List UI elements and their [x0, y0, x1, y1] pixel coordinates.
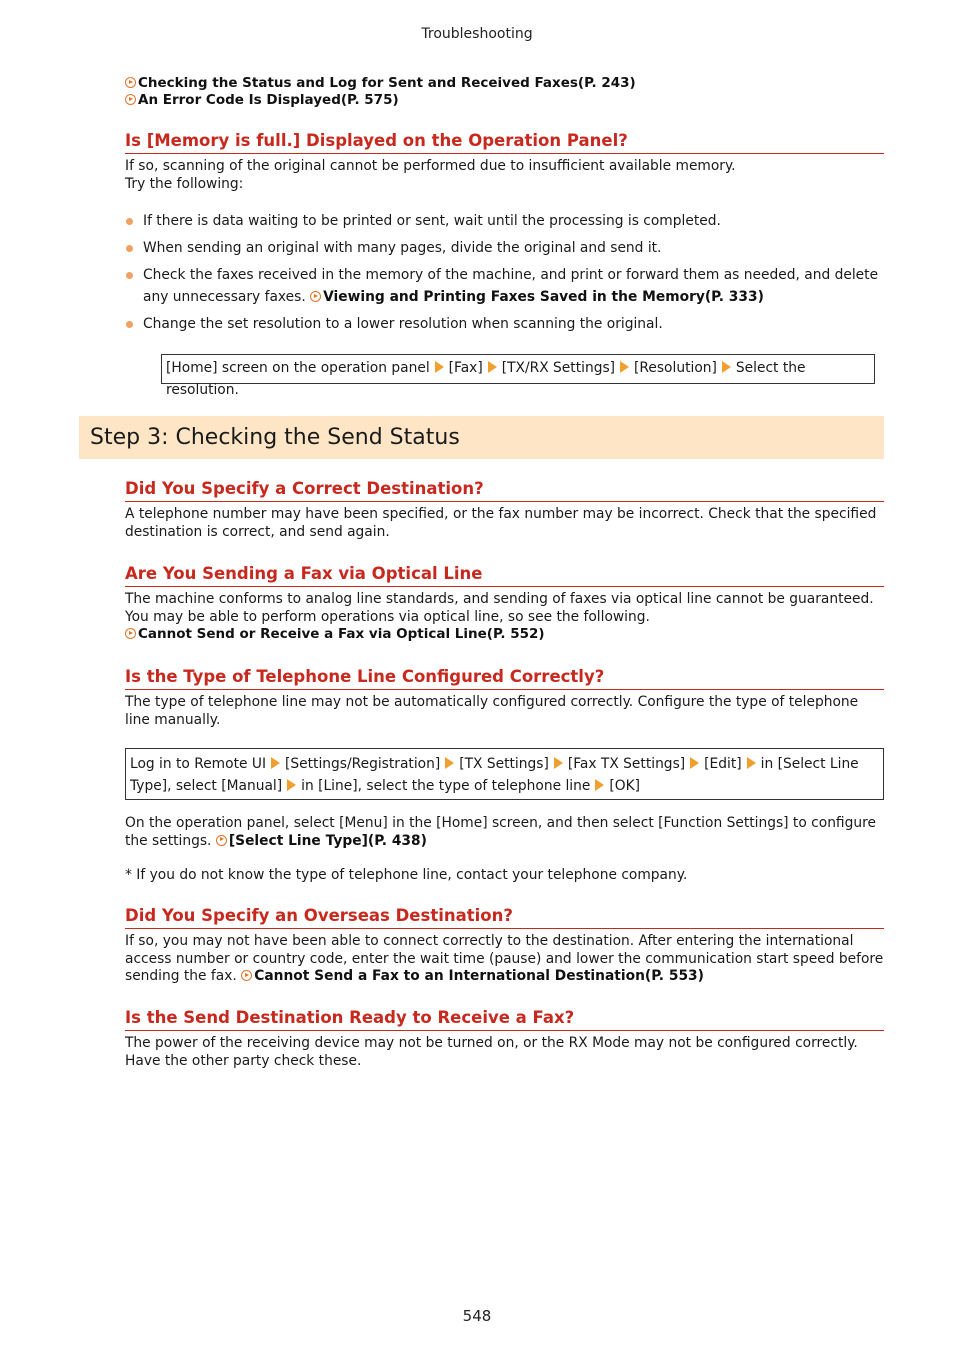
arrow-right-icon: [620, 361, 629, 373]
arrow-right-icon: [595, 779, 604, 791]
related-links: [125, 75, 884, 109]
step-banner: Step 3: Checking the Send Status: [79, 416, 884, 459]
section-heading: Is the Type of Telephone Line Configured Correctly?: [125, 667, 884, 690]
note: * If you do not know the type of telephone line, contact your telephone company.: [125, 867, 688, 883]
arrow-right-icon: [287, 779, 296, 791]
link-arrow-icon: [310, 291, 321, 302]
memory-full-section: [125, 131, 884, 340]
section-heading: Did You Specify an Overseas Destination?: [125, 906, 884, 929]
page-number: 548: [462, 1307, 492, 1325]
optical-line-link[interactable]: Cannot Send or Receive a Fax via Optical Line(P. 552): [125, 626, 884, 643]
arrow-right-icon: [747, 757, 756, 769]
page-header: Troubleshooting: [421, 26, 533, 42]
list-item: If there is data waiting to be printed or sent, wait until the processing is completed.: [125, 210, 884, 232]
paragraph: The power of the receiving device may not be turned on, or the RX Mode may not be configured correctly. Have the other party check these.: [125, 1035, 858, 1069]
link-arrow-icon: [125, 628, 136, 639]
arrow-right-icon: [271, 757, 280, 769]
link-arrow-icon: [241, 970, 252, 981]
list-item: Change the set resolution to a lower resolution when scanning the original.: [125, 313, 884, 335]
destination-section: [125, 479, 884, 541]
arrow-right-icon: [445, 757, 454, 769]
arrow-right-icon: [722, 361, 731, 373]
memory-link[interactable]: Viewing and Printing Faxes Saved in the Memory(P. 333): [310, 289, 764, 305]
select-line-type-link[interactable]: [Select Line Type](P. 438): [216, 833, 427, 849]
arrow-right-icon: [690, 757, 699, 769]
bullet-list: [125, 210, 884, 335]
paragraph: The type of telephone line may not be automatically configured correctly. Configure the type of telephone line manually.: [125, 694, 859, 728]
arrow-right-icon: [435, 361, 444, 373]
destination-ready-section: [125, 1008, 884, 1070]
paragraph: If so, scanning of the original cannot be performed due to insufficient available memory.: [125, 158, 736, 174]
section-heading: Is the Send Destination Ready to Receive a Fax?: [125, 1008, 884, 1031]
paragraph: Try the following:: [125, 175, 244, 192]
link-arrow-icon: [125, 94, 136, 105]
list-item: When sending an original with many pages, divide the original and send it.: [125, 237, 884, 259]
section-heading: Are You Sending a Fax via Optical Line: [125, 564, 884, 587]
paragraph: On the operation panel, select [Menu] in the [Home] screen, and then select [Function Settings] to configure the settings. [Select Line Type](P. 438): [125, 815, 876, 849]
list-item: Check the faxes received in the memory of the machine, and print or forward them as needed, and delete any unnecessary faxes. Viewing and Printing Faxes Saved in the Memory(P. 333): [125, 264, 884, 308]
section-heading: Is [Memory is full.] Displayed on the Operation Panel?: [125, 131, 884, 154]
paragraph: If so, you may not have been able to connect correctly to the destination. After entering the international access number or country code, enter the wait time (pause) and lower the communication start speed before sending the fax. Cannot Send a Fax to an International Destination(P. 553): [125, 933, 884, 984]
paragraph: A telephone number may have been specified, or the fax number may be incorrect. Check that the specified destination is correct, and send again.: [125, 506, 877, 540]
line-type-section: [125, 667, 884, 729]
optical-line-section: [125, 564, 884, 643]
paragraph: The machine conforms to analog line standards, and sending of faxes via optical line cannot be guaranteed. You may be able to perform operations via optical line, so see the following.: [125, 591, 874, 625]
link-arrow-icon: [216, 835, 227, 846]
related-link[interactable]: Checking the Status and Log for Sent and Received Faxes(P. 243): [125, 75, 884, 92]
international-destination-link[interactable]: Cannot Send a Fax to an International Destination(P. 553): [241, 968, 704, 984]
arrow-right-icon: [488, 361, 497, 373]
resolution-procedure-box: [Home] screen on the operation panel [Fax] [TX/RX Settings] [Resolution] Select the resolution.: [161, 354, 875, 384]
arrow-right-icon: [554, 757, 563, 769]
remote-ui-procedure-box: Log in to Remote UI [Settings/Registration] [TX Settings] [Fax TX Settings] [Edit] in [Select Line Type], select [Manual] in [Line], select the type of telephone line [OK]: [125, 748, 884, 800]
overseas-section: [125, 906, 884, 986]
section-heading: Did You Specify a Correct Destination?: [125, 479, 884, 502]
related-link[interactable]: An Error Code Is Displayed(P. 575): [125, 92, 884, 109]
line-type-panel-note: [125, 815, 884, 885]
link-arrow-icon: [125, 77, 136, 88]
